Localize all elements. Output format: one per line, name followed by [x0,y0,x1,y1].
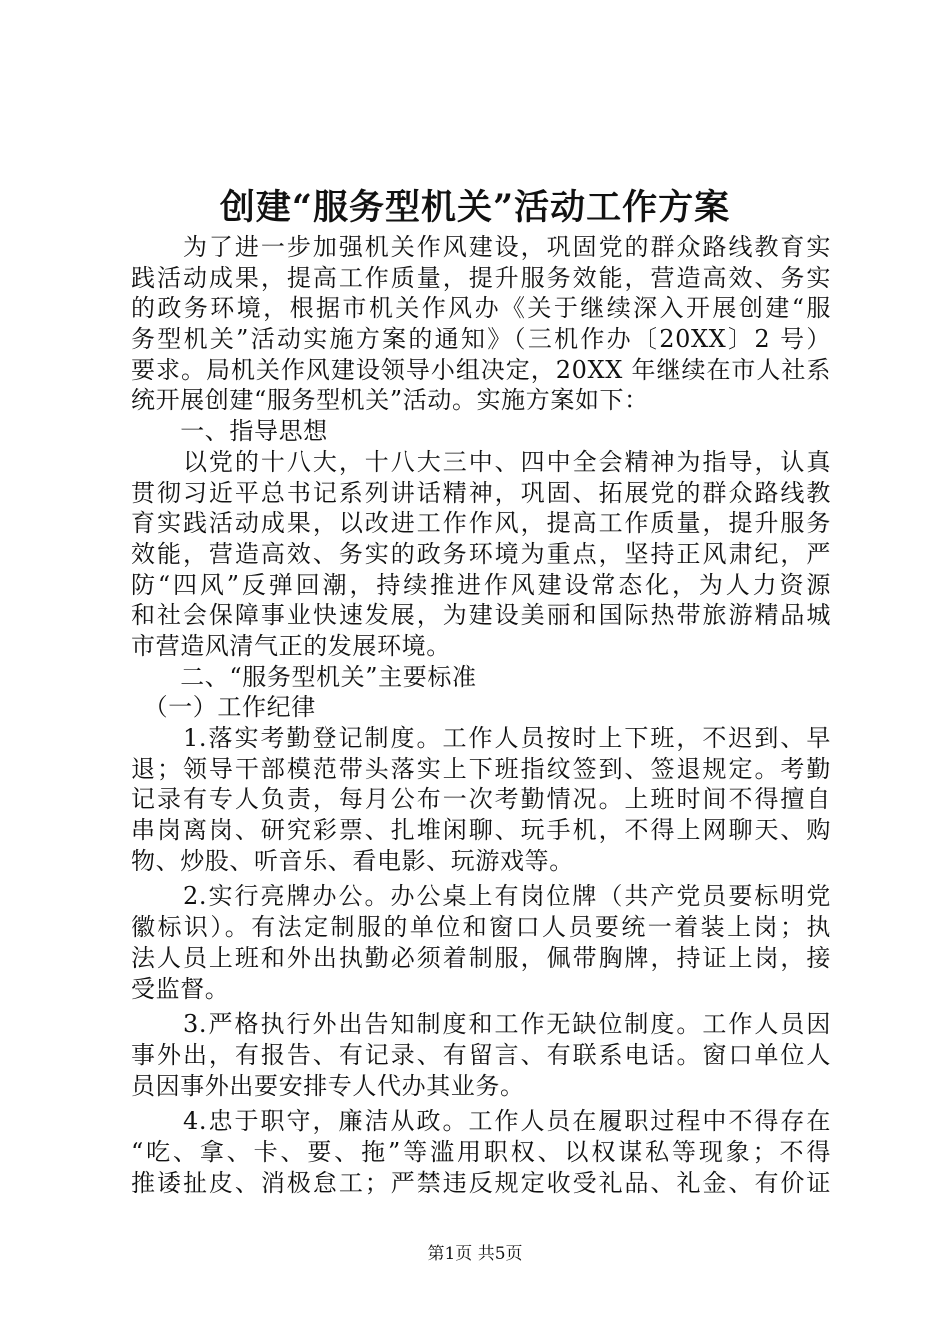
body-line: 统开展创建“服务型机关”活动。实施方案如下： [131,386,649,415]
body-line: 市营造风清气正的发展环境。 [131,631,451,660]
subsection-heading: （一）工作纪律 [131,693,316,722]
body-line: 串岗离岗、研究彩票、扎堆闲聊、玩手机，不得上网聊天、购 [131,816,831,845]
body-line: 育实践活动成果，以改进工作作风，提高工作质量，提升服务 [131,509,831,538]
body-line: 的政务环境，根据市机关作风办《关于继续深入开展创建“服 [131,294,831,323]
document-title: 创建“服务型机关”活动工作方案 [219,187,731,228]
body-line: 4.忠于职守，廉洁从政。工作人员在履职过程中不得存在 [131,1107,831,1136]
page-number: 第1页 共5页 [427,1244,523,1264]
body-line: 和社会保障事业快速发展，为建设美丽和国际热带旅游精品城 [131,601,831,630]
body-line: 务型机关”活动实施方案的通知》（三机作办〔20XX〕2 号） [131,325,831,354]
section-heading: 二、“服务型机关”主要标准 [131,662,477,691]
body-line: 3.严格执行外出告知制度和工作无缺位制度。工作人员因 [131,1010,831,1039]
body-line: 践活动成果，提高工作质量，提升服务效能，营造高效、务实 [131,263,831,292]
body-line: 防“四风”反弹回潮，持续推进作风建设常态化，为人力资源 [131,570,831,599]
body-line: 事外出，有报告、有记录、有留言、有联系电话。窗口单位人 [131,1040,831,1069]
body-line: 贯彻习近平总书记系列讲话精神，巩固、拓展党的群众路线教 [131,478,831,507]
body-line: 2.实行亮牌办公。办公桌上有岗位牌（共产党员要标明党 [131,882,831,911]
section-heading: 一、指导思想 [131,417,328,446]
body-line: 为了进一步加强机关作风建设，巩固党的群众路线教育实 [131,233,831,261]
body-line: 要求。局机关作风建设领导小组决定，20XX 年继续在市人社系 [131,355,831,384]
document-body [131,232,831,1198]
body-line: 员因事外出要安排专人代办其业务。 [131,1071,525,1100]
body-line: 物、炒股、听音乐、看电影、玩游戏等。 [131,846,574,875]
body-line: 推诿扯皮、消极怠工；严禁违反规定收受礼品、礼金、有价证 [131,1168,831,1197]
body-line: 效能，营造高效、务实的政务环境为重点，坚持正风肃纪，严 [131,539,831,568]
body-line: “吃、拿、卡、要、拖”等滥用职权、以权谋私等现象；不得 [131,1137,831,1166]
body-line: 1.落实考勤登记制度。工作人员按时上下班，不迟到、早 [131,724,831,752]
body-line: 法人员上班和外出执勤必须着制服，佩带胸牌，持证上岗，接 [131,943,831,972]
body-line: 退；领导干部模范带头落实上下班指纹签到、签退规定。考勤 [131,754,831,783]
body-line: 以党的十八大，十八大三中、四中全会精神为指导，认真 [131,447,831,476]
body-line: 徽标识）。有法定制服的单位和窗口人员要统一着装上岗；执 [131,913,831,942]
body-line: 记录有专人负责，每月公布一次考勤情况。上班时间不得擅自 [131,785,831,814]
body-line: 受监督。 [131,974,230,1003]
